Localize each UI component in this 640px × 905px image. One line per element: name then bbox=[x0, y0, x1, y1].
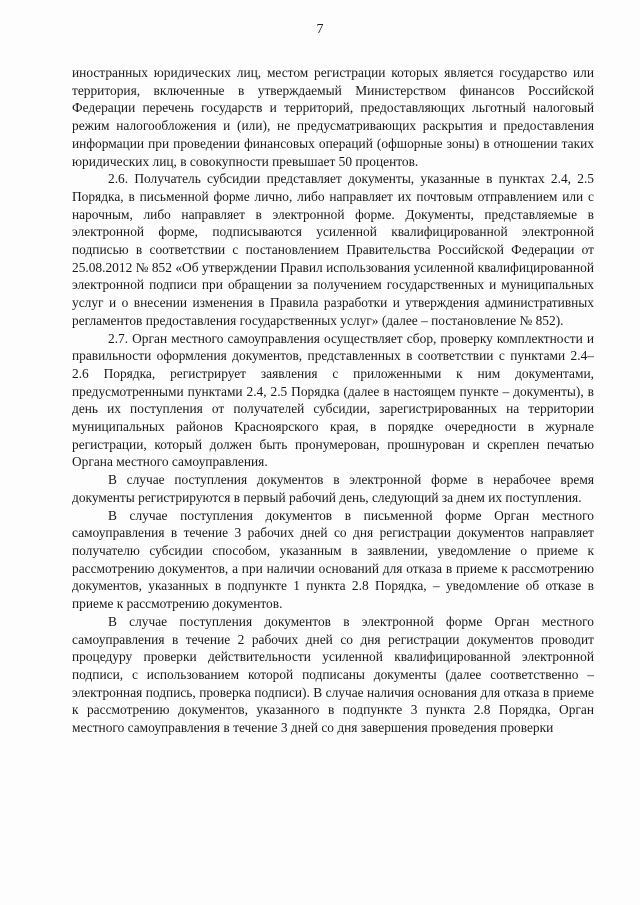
paragraph-electronic-form: В случае поступления документов в электронной форме Орган местного самоуправления в течение 2 рабочих дней со дня регистрации документов проводит процедуру проверки действительности усиленной квалифицированной электронной подписи, с использованием которой подписаны документы (далее соответственно – электронная подпись, проверка подписи). В случае наличия основания для отказа в приеме к рассмотрению документов, указанного в подпункте 3 пункта 2.8 Порядка, Орган местного самоуправления в течение 3 дней со дня завершения проведения проверки bbox=[72, 613, 594, 736]
paragraph-continuation: иностранных юридических лиц, местом регистрации которых является государство или территория, включенные в утверждаемый Министерством финансов Российской Федерации перечень государств и территорий, предоставляющих льготный налоговый режим налогообложения и (или), не предусматривающих раскрытия и предоставления информации при проведении финансовых операций (офшорные зоны) в отношении таких юридических лиц, в совокупности превышает 50 процентов. bbox=[72, 65, 594, 169]
page-number: 7 bbox=[316, 22, 324, 37]
document-body bbox=[72, 64, 594, 737]
paragraph-2-6: 2.6. Получатель субсидии представляет документы, указанные в пунктах 2.4, 2.5 Порядка, в письменной форме лично, либо направляет их почтовым отправлением или с нарочным, либо направляет в электронной форме. Документы, представляемые в электронной форме, подписываются усиленной квалифицированной электронной подписью в соответствии с постановлением Правительства Российской Федерации от 25.08.2012 № 852 «Об утверждении Правил использования усиленной квалифицированной электронной подписи при обращении за получением государственных и муниципальных услуг и о внесении изменения в Правила разработки и утверждения административных регламентов предоставления государственных услуг» (далее – постановление № 852). bbox=[72, 171, 594, 328]
paragraph-written-form: В случае поступления документов в письменной форме Орган местного самоуправления в течение 3 рабочих дней со дня регистрации документов направляет получателю субсидии способом, указанным в заявлении, уведомление о приеме к рассмотрению документов, а при наличии оснований для отказа в приеме к рассмотрению документов, указанных в подпункте 1 пункта 2.8 Порядка, – уведомление об отказе в приеме к рассмотрению документов. bbox=[72, 507, 594, 612]
paragraph-2-7: 2.7. Орган местного самоуправления осуществляет сбор, проверку комплектности и правильности оформления документов, представленных в соответствии с пунктами 2.4–2.6 Порядка, регистрирует заявления с приложенными к ним документами, предусмотренными пунктами 2.4, 2.5 Порядка (далее в настоящем пункте – документы), в день их поступления от получателей субсидии, зарегистрированных на территории муниципальных районов Красноярского края, в порядке очередности в журнале регистрации, который должен быть пронумерован, прошнурован и скреплен печатью Органа местного самоуправления. bbox=[72, 330, 594, 470]
paragraph-electronic-nonworking-time: В случае поступления документов в электронной форме в нерабочее время документы регистрируются в первый рабочий день, следующий за днем их поступления. bbox=[72, 472, 594, 505]
